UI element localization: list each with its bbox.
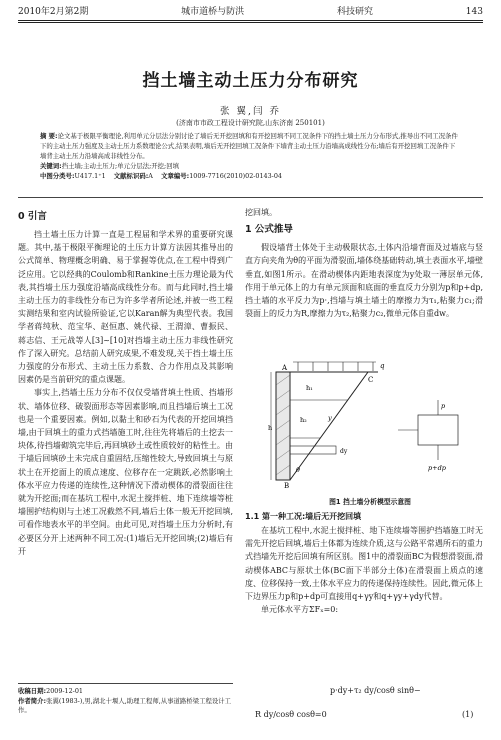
section-heading-intro: 0 引言 [18, 211, 47, 222]
affiliation: (济南市市政工程设计研究院,山东济南 250101) [176, 119, 325, 127]
article-value: 1009-7716(2010)02-0143-04 [189, 172, 282, 180]
issue-label: 2010年2月第2期 [18, 7, 89, 17]
column-name: 科技研究 [336, 7, 373, 17]
page-number: 143 [465, 7, 483, 17]
received-label: 收稿日期: [18, 687, 47, 695]
equation-line-1: p·dy+τ₂ dy/cosθ sinθ− [330, 686, 421, 695]
figure-caption: 图1 挡土墙分析模型示意图 [329, 498, 411, 506]
retaining-wall [276, 372, 290, 480]
article-label: 文章编号: [161, 172, 190, 180]
label-h1: h₁ [306, 384, 313, 392]
doc-value: A [148, 172, 153, 180]
free-body-element [418, 415, 458, 445]
subsection-heading: 1.1 第一种工况:墙后无开挖回填 [245, 512, 362, 521]
paper-title: 挡土墙主动土压力分布研究 [142, 71, 359, 91]
paragraph: 挡土墙土压力计算一直是工程届和学术界的重要研究课题。其中,基于极限平衡理论的土压力计算方法因其推导出的公式简单、物理概念明确、易于掌握等优点,在工程中得到广泛应用。它以经典的Coulomb和Rankine土压力理论最为代表,其挡墙土压力强度沿墙高成线性分布。而与此同时,挡土墙主动土压力的非线性分布已为许多学者所论述,并被一些工程实测结果和室内试验所验证,它以Karan解为典型代表。我国学者蒋纯秋、范宝华、赵恒惠、姚代禄、王渭漳、曹振民、蒋志信、王元战等人[3]~[10]对挡墙主动土压力非线性研究作了深入研究。总结前人研究成果,不难发现,关于挡土墙土压力强度的分布形式、主动土压力系数、合力作用点及其影响因素仍是当前研究的重点课题。 [18, 230, 233, 385]
classification [40, 171, 461, 181]
paragraph: 挖回填。 [245, 208, 277, 217]
surcharge-arrows [293, 362, 376, 371]
clc-label: 中图分类号: [40, 172, 75, 180]
label-q: q [380, 362, 385, 370]
keywords [40, 161, 461, 171]
paragraph: 假设墙背土体处于主动极限状态,土体内沿墙背面及过墙底与竖直方向夹角为θ的平面为滑裂面,墙体绕基础转动,填土表面水平,墙壁垂直,如图1所示。在滑动楔体内距地表深度为y处取一薄层单元体,作用于单元体上的力有单元顶面和底面的垂直反力分别为p和p+dp,挡土墙的水平反力为p·,挡墙与填土墙土的摩擦力为τ₁,粘聚力c₁;滑裂面上的反力为R,摩擦力为τ₂,粘聚力c₂,微单元体自重dw。 [245, 243, 483, 319]
right-column [245, 206, 483, 320]
abstract-label: 摘 要: [40, 132, 58, 140]
keywords-text: 挡土墙;主动土压力;单元分层法;开挖;回填 [61, 162, 179, 170]
slip-surface [290, 372, 368, 480]
label-B: B [284, 482, 290, 490]
element-strip [290, 446, 336, 454]
label-A: A [282, 364, 288, 372]
received-date [18, 687, 233, 697]
label-C: C [368, 376, 374, 384]
label-h: h [268, 424, 273, 432]
authors: 张 翼,闫 乔 [219, 106, 282, 117]
abstract [40, 131, 461, 161]
equation-line-2: R dy/cosθ cosθ=0 [255, 710, 327, 719]
paragraph: 事实上,挡墙土压力分布不仅仅受墙背填土性质、挡墙形状、墙体位移、破裂面形态等因素影响,而且挡墙后填土工况也是一个重要因素。例如,以黏土和砂石为代表的开挖回填挡墙,由于回填土的重力式挡墙施工时,往往先将墙后的土挖去一块体,待挡墙砌筑完毕后,再回填砂土或性质较好的粘性土。由于墙后回填砂土未完成自重固结,压缩性较大,导致回填土与原状土在开挖面上的质点速度、位移存在一定跳跃,必然影响土体水平应力传递的连续性,这种情况下滑动楔体的滑裂面往往就为开挖面;而在基坑工程中,水泥土搅拌桩、地下连续墙等桩墙围护结构则与土述工况截然不同,墙后土体一般无开挖回填,可看作地表水平的半空间。由此可见,对挡墙土压力分析时,有必要区分开上述两种不同工况:(1)墙后无开挖回填;(2)墙后有开 [18, 388, 233, 556]
journal-name: 城市道桥与防洪 [181, 7, 245, 17]
footnote [18, 683, 233, 716]
right-column-lower [245, 510, 483, 616]
label-y: y [328, 414, 332, 422]
equation-intro: 单元体水平方ΣFₓ=0: [261, 605, 339, 615]
received-value: 2009-12-01 [46, 687, 83, 695]
running-header [18, 4, 483, 21]
label-h2: h₂ [300, 416, 307, 424]
label-dy: dy [340, 448, 348, 455]
section-heading-formula: 1 公式推导 [245, 224, 293, 236]
header-rule [18, 22, 483, 23]
abstract-block [40, 131, 461, 181]
left-column [18, 206, 233, 558]
abstract-rule [18, 197, 483, 198]
keywords-label: 关键词: [40, 162, 62, 170]
label-p: p [441, 402, 446, 410]
label-p-dp: p+dp [428, 464, 446, 472]
author-bio-text: 张翼(1983-),男,湖北十堰人,助理工程师,从事道路桥梁工程设计工作。 [18, 696, 232, 714]
clc-value: U417.1⁺1 [74, 172, 106, 180]
equation-number: (1) [462, 710, 474, 719]
abstract-text: 论文基于极限平衡理论,利用单元分层法分别讨论了墙后无开挖回填和有开挖回填不同工况条件下的挡土墙土压力分布形式,推导出不同工况条件下的主动土压力强度及主动土压力系数理论公式,结果表明,墙后无开挖回填工况条件下墙背主动土压力沿墙高成线性分布;墙后有开挖回填工况条件下墙背主动土压力沿墙高成非线性分布。 [40, 132, 458, 160]
retaining-wall-figure [268, 360, 478, 492]
author-bio-label: 作者简介: [18, 696, 47, 705]
author-bio [18, 697, 233, 716]
doc-label: 文献标识码: [113, 172, 149, 180]
paragraph: 在基坑工程中,水泥土搅拌桩、地下连续墙等围护挡墙施工时无需先开挖后回填,墙后土体都为连续介质,这与公路平常遇所石的重力式挡墙先开挖后回填有所区别。图1中的滑裂面BC为假想滑裂面,滑动楔体ABC与原状土体(BC面下半部分土体)在滑裂面上质点的速度、位移保持一致,土体水平应力的传递保持连续性。因此,微元体上下边界压力p和p+dp可直接用q+γy和q+γy+γdy代替。 [245, 526, 483, 602]
label-theta: θ [296, 466, 300, 474]
